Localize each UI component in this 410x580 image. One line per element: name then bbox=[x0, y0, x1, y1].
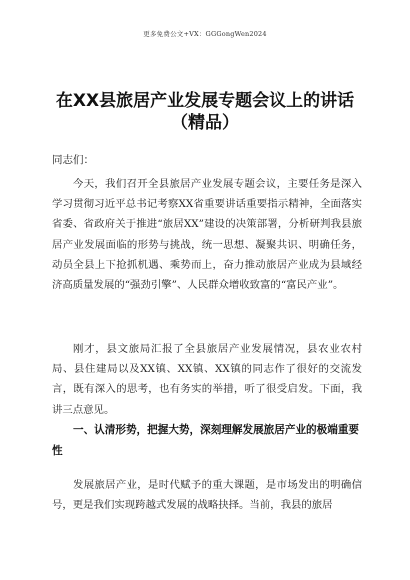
document-title bbox=[40, 90, 370, 134]
section-heading-1: 一、认清形势，把握大势，深刻理解发展旅居产业的极端重要性 bbox=[52, 424, 360, 457]
paragraph-1: 今天，我们召开全县旅居产业发展专题会议，主要任务是深入学习贯彻习近平总书记考察XX省重要讲话重要指示精神，全面落实省委、省政府关于推进“旅居XX”建设的决策部署，分析研判我县旅居产业发展面临的形势与挑战，统一思想、凝聚共识、明确任务，动员全县上下抢抓机遇、乘势而上，奋力推动旅居产业成为县域经济高质量发展的“强劲引擎”、人民群众增收致富的“富民产业”。 bbox=[52, 178, 362, 292]
title-line-1: 在XX县旅居产业发展专题会议上的讲话 bbox=[55, 91, 355, 111]
paragraph-2: 刚才，县文旅局汇报了全县旅居产业发展情况，县农业农村局、县住建局以及XX镇、XX镇、XX镇的同志作了很好的交流发言，既有深入的思考，也有务实的举措，听了很受启发。下面，我讲三点意见。 bbox=[52, 343, 362, 416]
header-note: 更多免费公文+VX：GGGongWen2024 bbox=[143, 30, 267, 38]
paragraph-3: 发展旅居产业，是时代赋予的重大课题，是市场发出的明确信号，更是我们实现跨越式发展的战略抉择。当前，我县的旅居 bbox=[52, 479, 362, 512]
title-line-2: （精品） bbox=[171, 113, 239, 133]
greeting: 同志们： bbox=[52, 154, 94, 166]
